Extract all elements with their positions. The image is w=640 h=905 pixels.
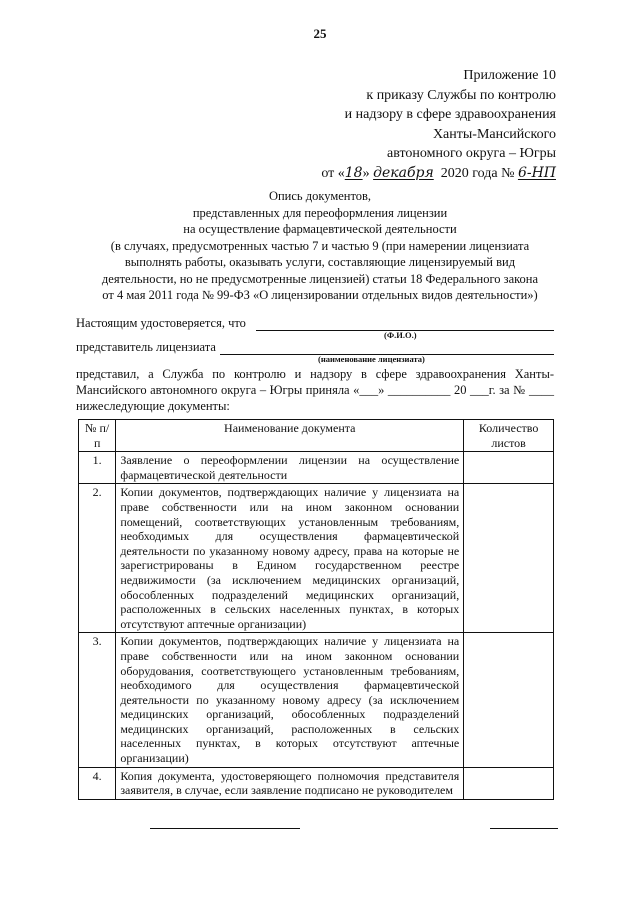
date-mid: » [362, 165, 370, 181]
table-row [79, 767, 554, 799]
document-title [60, 188, 580, 304]
certify-label: Настоящим удостоверяется, что [76, 316, 246, 330]
header-document-name: Наименование документа [116, 420, 464, 452]
order-date-line [236, 164, 556, 184]
appendix-header [236, 66, 556, 183]
representative-label: представитель лицензиата [76, 340, 216, 354]
row-sheet-count[interactable] [464, 452, 554, 484]
date-prefix: от « [321, 165, 345, 181]
signature-line-left[interactable] [150, 828, 300, 829]
header-sheet-count: Количество листов [464, 420, 554, 452]
appendix-line: Приложение 10 [463, 68, 556, 83]
signature-line-right[interactable] [490, 828, 558, 829]
title-line: Опись документов, [268, 189, 372, 203]
row-document-name: Копия документа, удостоверяющего полномочия представителя заявителя, в случае, если заявление подписано не руководителем [116, 767, 464, 799]
fio-caption: (Ф.И.О.) [384, 330, 417, 340]
row-sheet-count[interactable] [464, 484, 554, 633]
handwritten-month: декабря [373, 164, 434, 181]
appendix-line: к приказу Службы по контролю [366, 87, 556, 103]
page-number: 25 [313, 26, 327, 41]
row-document-name: Копии документов, подтверждающих наличие у лицензиата на праве собственности или на ином законном основании оборудования, соответствующего установленным требованиям, необходимого для осуществления фармацевтической деятельности по указанному новому адресу (за исключением медицинских организаций, обособленных подразделений медицинских организаций, расположенных в сельских населенных пунктах, в которых отсутствуют аптечные организации) [116, 633, 464, 767]
licensee-caption: (наименование лицензиата) [318, 354, 425, 364]
header-number: № п/п [79, 420, 116, 452]
handwritten-order-number: 6-НП [517, 164, 556, 181]
row-sheet-count[interactable] [464, 633, 554, 767]
row-sheet-count[interactable] [464, 767, 554, 799]
row-number: 4. [79, 767, 116, 799]
row-number: 1. [79, 452, 116, 484]
title-line: выполнять работы, оказывать услуги, составляющие лицензируемый вид [124, 255, 516, 269]
appendix-line: автономного округа – Югры [387, 146, 556, 161]
title-line: представленных для переоформления лицензии [192, 205, 448, 220]
table-row [79, 633, 554, 767]
date-suffix: 2020 года № [440, 165, 515, 181]
table-header-row [79, 420, 554, 452]
title-line: деятельности, но не предусмотренные лицензией) статьи 18 Федерального закона [101, 271, 539, 286]
title-line: (в случаях, предусмотренных частью 7 и частью 9 (при намерении лицензиата [110, 238, 530, 253]
documents-table [78, 419, 554, 800]
row-number: 2. [79, 484, 116, 633]
acceptance-paragraph: представил, а Служба по контролю и надзору в сфере здравоохранения Ханты-Мансийского автономного округа – Югры приняла «___» __________ 20 ___г. за № ____ нижеследующие документы: [76, 367, 554, 413]
handwritten-day: 18 [344, 164, 363, 181]
table-row [79, 452, 554, 484]
row-document-name: Копии документов, подтверждающих наличие у лицензиата на праве собственности или на ином законном основании помещений, соответствующих установленным требованиям, необходимых для осуществления фармацевтической деятельности по указанному новому адресу, права на которые не зарегистрированы в Едином государственном реестре недвижимости (за исключением медицинских организаций, обособленных подразделений медицинских организаций, расположенных в сельских населенных пунктах, в которых отсутствуют аптечные организации) [116, 484, 464, 633]
table-row [79, 484, 554, 633]
title-line: на осуществление фармацевтической деятельности [183, 222, 457, 236]
row-document-name: Заявление о переоформлении лицензии на осуществление фармацевтической деятельности [116, 452, 464, 484]
appendix-line: Ханты-Мансийского [432, 126, 556, 142]
title-line: от 4 мая 2011 года № 99-ФЗ «О лицензировании отдельных видов деятельности») [102, 288, 538, 302]
row-number: 3. [79, 633, 116, 767]
appendix-line: и надзору в сфере здравоохранения [344, 107, 556, 122]
